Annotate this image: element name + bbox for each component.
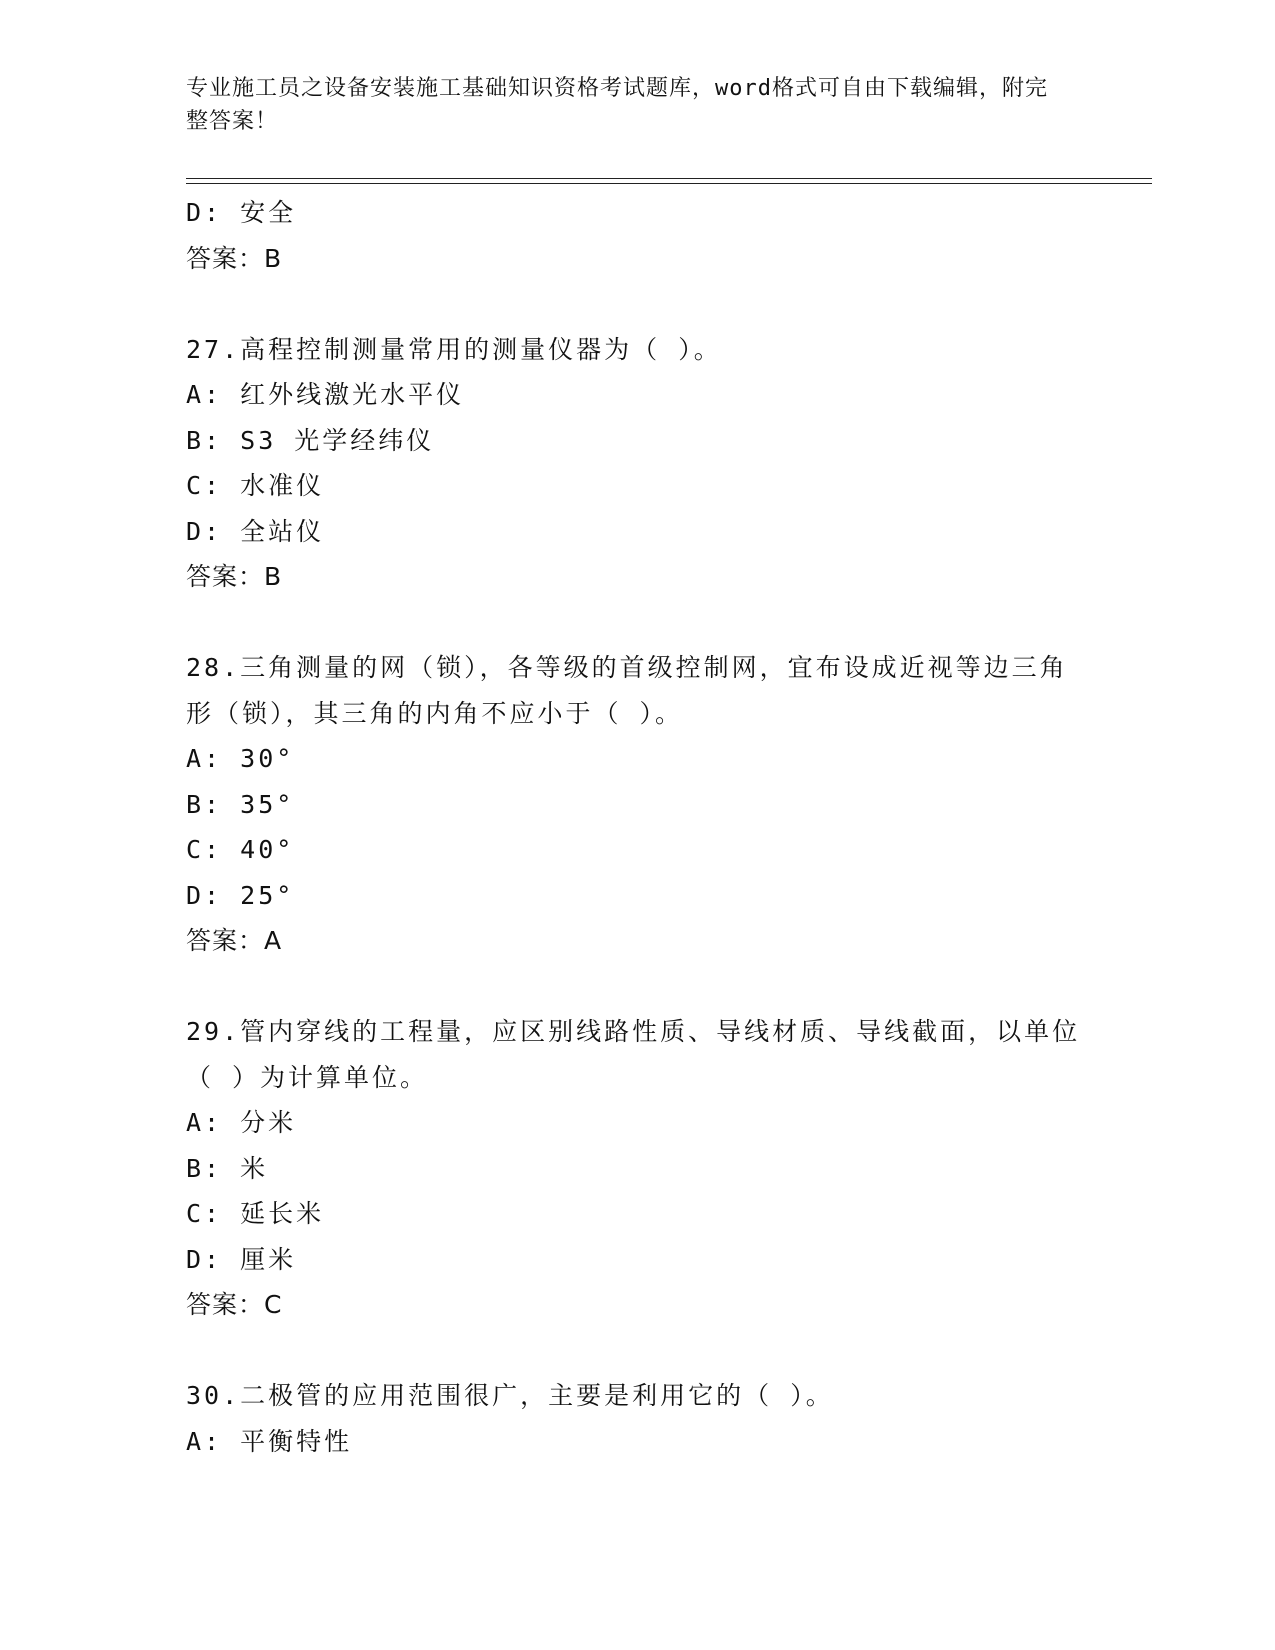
answer-line: 答案：C [186, 1290, 283, 1319]
header-divider-bottom [186, 183, 1152, 184]
option-d: D: 安全 [186, 198, 297, 227]
question-stem: 28.三角测量的网（锁），各等级的首级控制网，宜布设成近视等边三角形（锁），其三角的内角不应小于（ ）。 [186, 653, 1068, 728]
question-stem: 29.管内穿线的工程量，应区别线路性质、导线材质、导线截面，以单位（ ）为计算单位。 [186, 1017, 1081, 1092]
option-a: A: 分米 [186, 1108, 297, 1137]
option-b: B: S3 光学经纬仪 [186, 425, 435, 455]
answer-line: 答案：B [186, 562, 283, 591]
option-b: B: 35° [186, 789, 295, 819]
option-d: D: 全站仪 [186, 516, 325, 546]
option-c: C: 水准仪 [186, 471, 325, 500]
option-c: C: 延长米 [186, 1199, 325, 1228]
spacer [186, 600, 1086, 646]
answer-line: 答案：B [186, 243, 283, 273]
question-stem: 30.二极管的应用范围很广，主要是利用它的（ ）。 [186, 1381, 834, 1410]
spacer [186, 281, 1086, 327]
spacer [186, 1328, 1086, 1374]
answer-line: 答案：A [186, 926, 283, 955]
document-header: 专业施工员之设备安装施工基础知识资格考试题库，word格式可自由下载编辑，附完整答案！ [186, 76, 1048, 134]
question-list [186, 190, 1086, 1464]
option-a: A: 红外线激光水平仪 [186, 380, 465, 409]
header-divider-top [186, 178, 1152, 179]
question-stem: 27.高程控制测量常用的测量仪器为（ ）。 [186, 334, 722, 364]
option-a: A: 30° [186, 744, 295, 773]
option-d: D: 厘米 [186, 1244, 297, 1274]
option-a: A: 平衡特性 [186, 1426, 353, 1456]
option-b: B: 米 [186, 1153, 269, 1183]
spacer [186, 964, 1086, 1010]
option-d: D: 25° [186, 880, 295, 910]
option-c: C: 40° [186, 835, 295, 864]
